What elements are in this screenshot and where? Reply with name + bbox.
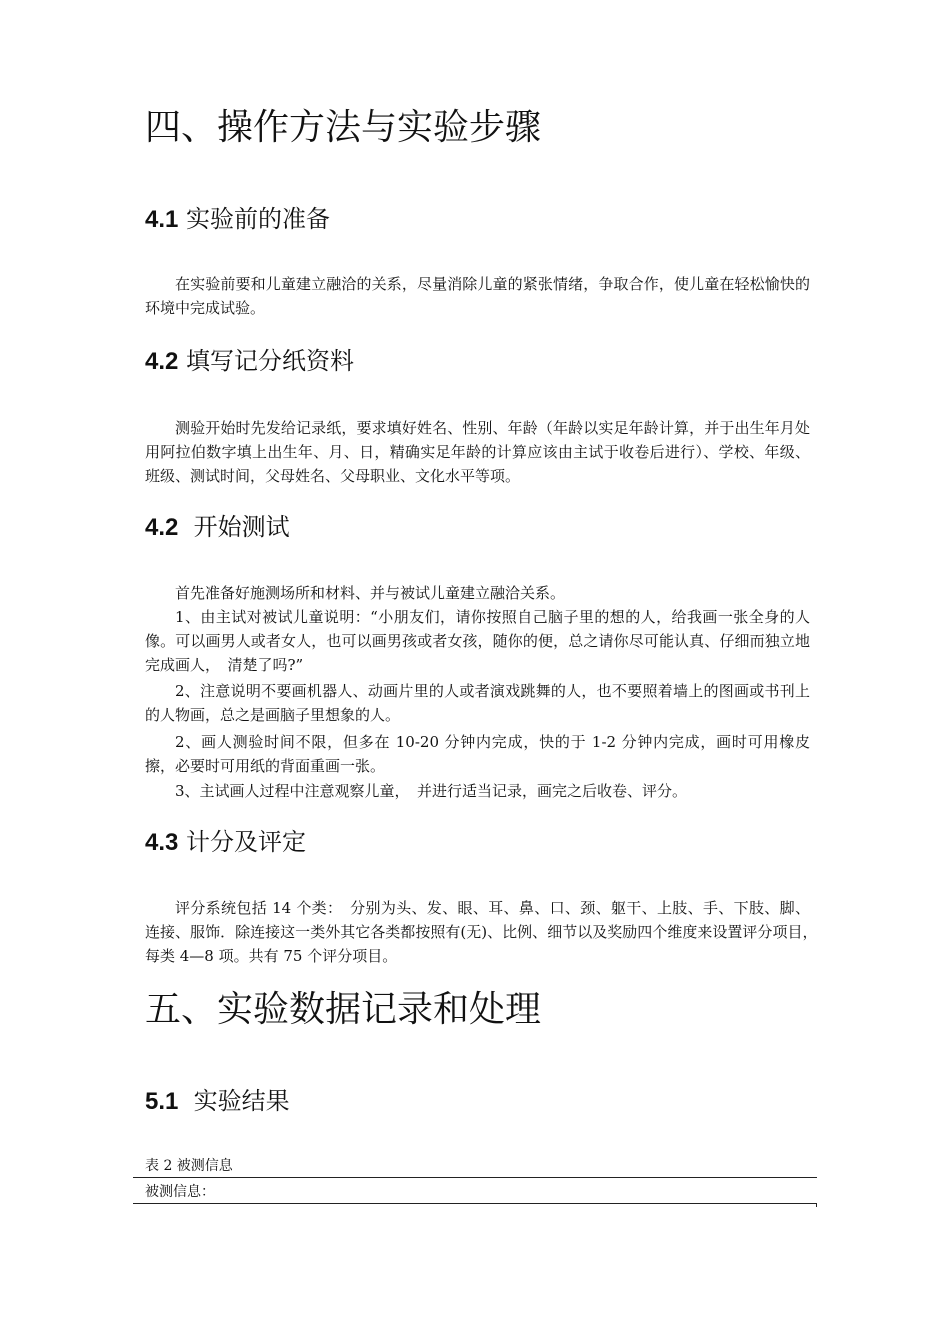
subsection-title: 实验结果 xyxy=(193,1087,290,1115)
subsection-title: 开始测试 xyxy=(193,513,290,541)
subsection-number: 4.2 xyxy=(145,514,179,541)
section-4-heading: 四、操作方法与实验步骤 xyxy=(145,107,542,148)
paragraph-4-3: 评分系统包括 14 个类： 分别为头、发、眼、耳、鼻、口、颈、躯干、上肢、手、下肢、脚、连接、服饰．除连接这一类外其它各类都按照有(无)、比例、细节以及奖励四个维度来设置评分项目， 每类 4—8 项。共有 75 个评分项目。 xyxy=(145,899,826,965)
section-5-heading: 五、实验数据记录和处理 xyxy=(145,989,542,1030)
paragraph-4-2-step-2b: 2、画人测验时间不限，但多在 10-20 分钟内完成，快的于 1-2 分钟内完成，画时可用橡皮擦，必要时可用纸的背面重画一张。 xyxy=(145,733,810,775)
subsection-4-1-heading xyxy=(145,203,330,236)
paragraph-4-2-step-2: 2、注意说明不要画机器人、动画片里的人或者演戏跳舞的人，也不要照着墙上的图画或书刊上的人物画，总之是画脑子里想象的人。 xyxy=(145,682,810,724)
subsection-title: 填写记分纸资料 xyxy=(186,347,355,375)
subsection-4-2-start-heading xyxy=(145,511,290,544)
table-corner-tick xyxy=(816,1203,817,1207)
paragraph-4-2-step-1: 1、由主试对被试儿童说明：“小朋友们，请你按照自己脑子里的想的人，给我画一张全身的人像。可以画男人或者女人，也可以画男孩或者女孩，随你的便，总之请你尽可能认真、仔细而独立地完成画人， 清楚了吗?” xyxy=(145,608,810,674)
subsection-5-1-heading xyxy=(145,1085,290,1118)
subsection-title: 计分及评定 xyxy=(186,828,307,856)
subsection-number: 5.1 xyxy=(145,1088,179,1115)
subsection-number: 4.1 xyxy=(145,206,179,233)
paragraph-4-2-prepare: 首先准备好施测场所和材料、并与被试儿童建立融洽关系。 xyxy=(175,584,566,602)
subsection-title: 实验前的准备 xyxy=(186,205,331,233)
table-caption: 表 2 被测信息 xyxy=(145,1158,233,1174)
subsection-4-2-heading xyxy=(145,345,354,378)
subsection-number: 4.3 xyxy=(145,829,179,856)
paragraph-4-1: 在实验前要和儿童建立融洽的关系，尽量消除儿童的紧张情绪，争取合作，使儿童在轻松愉快的环境中完成试验。 xyxy=(145,275,810,317)
subsection-4-3-heading xyxy=(145,826,306,859)
paragraph-4-2-record: 测验开始时先发给记录纸，要求填好姓名、性别、年龄（年龄以实足年龄计算，并于出生年月处用阿拉伯数字填上出生年、月、日，精确实足年龄的计算应该由主试于收卷后进行）、学校、年级、班级、测试时间，父母姓名、父母职业、文化水平等项。 xyxy=(145,419,810,485)
table-row-rule xyxy=(133,1203,817,1204)
subsection-number: 4.2 xyxy=(145,348,179,375)
paragraph-4-2-step-3: 3、主试画人过程中注意观察儿童， 并进行适当记录，画完之后收卷、评分。 xyxy=(175,782,688,800)
table-top-rule xyxy=(133,1177,817,1178)
table-row-label: 被测信息： xyxy=(145,1184,215,1200)
